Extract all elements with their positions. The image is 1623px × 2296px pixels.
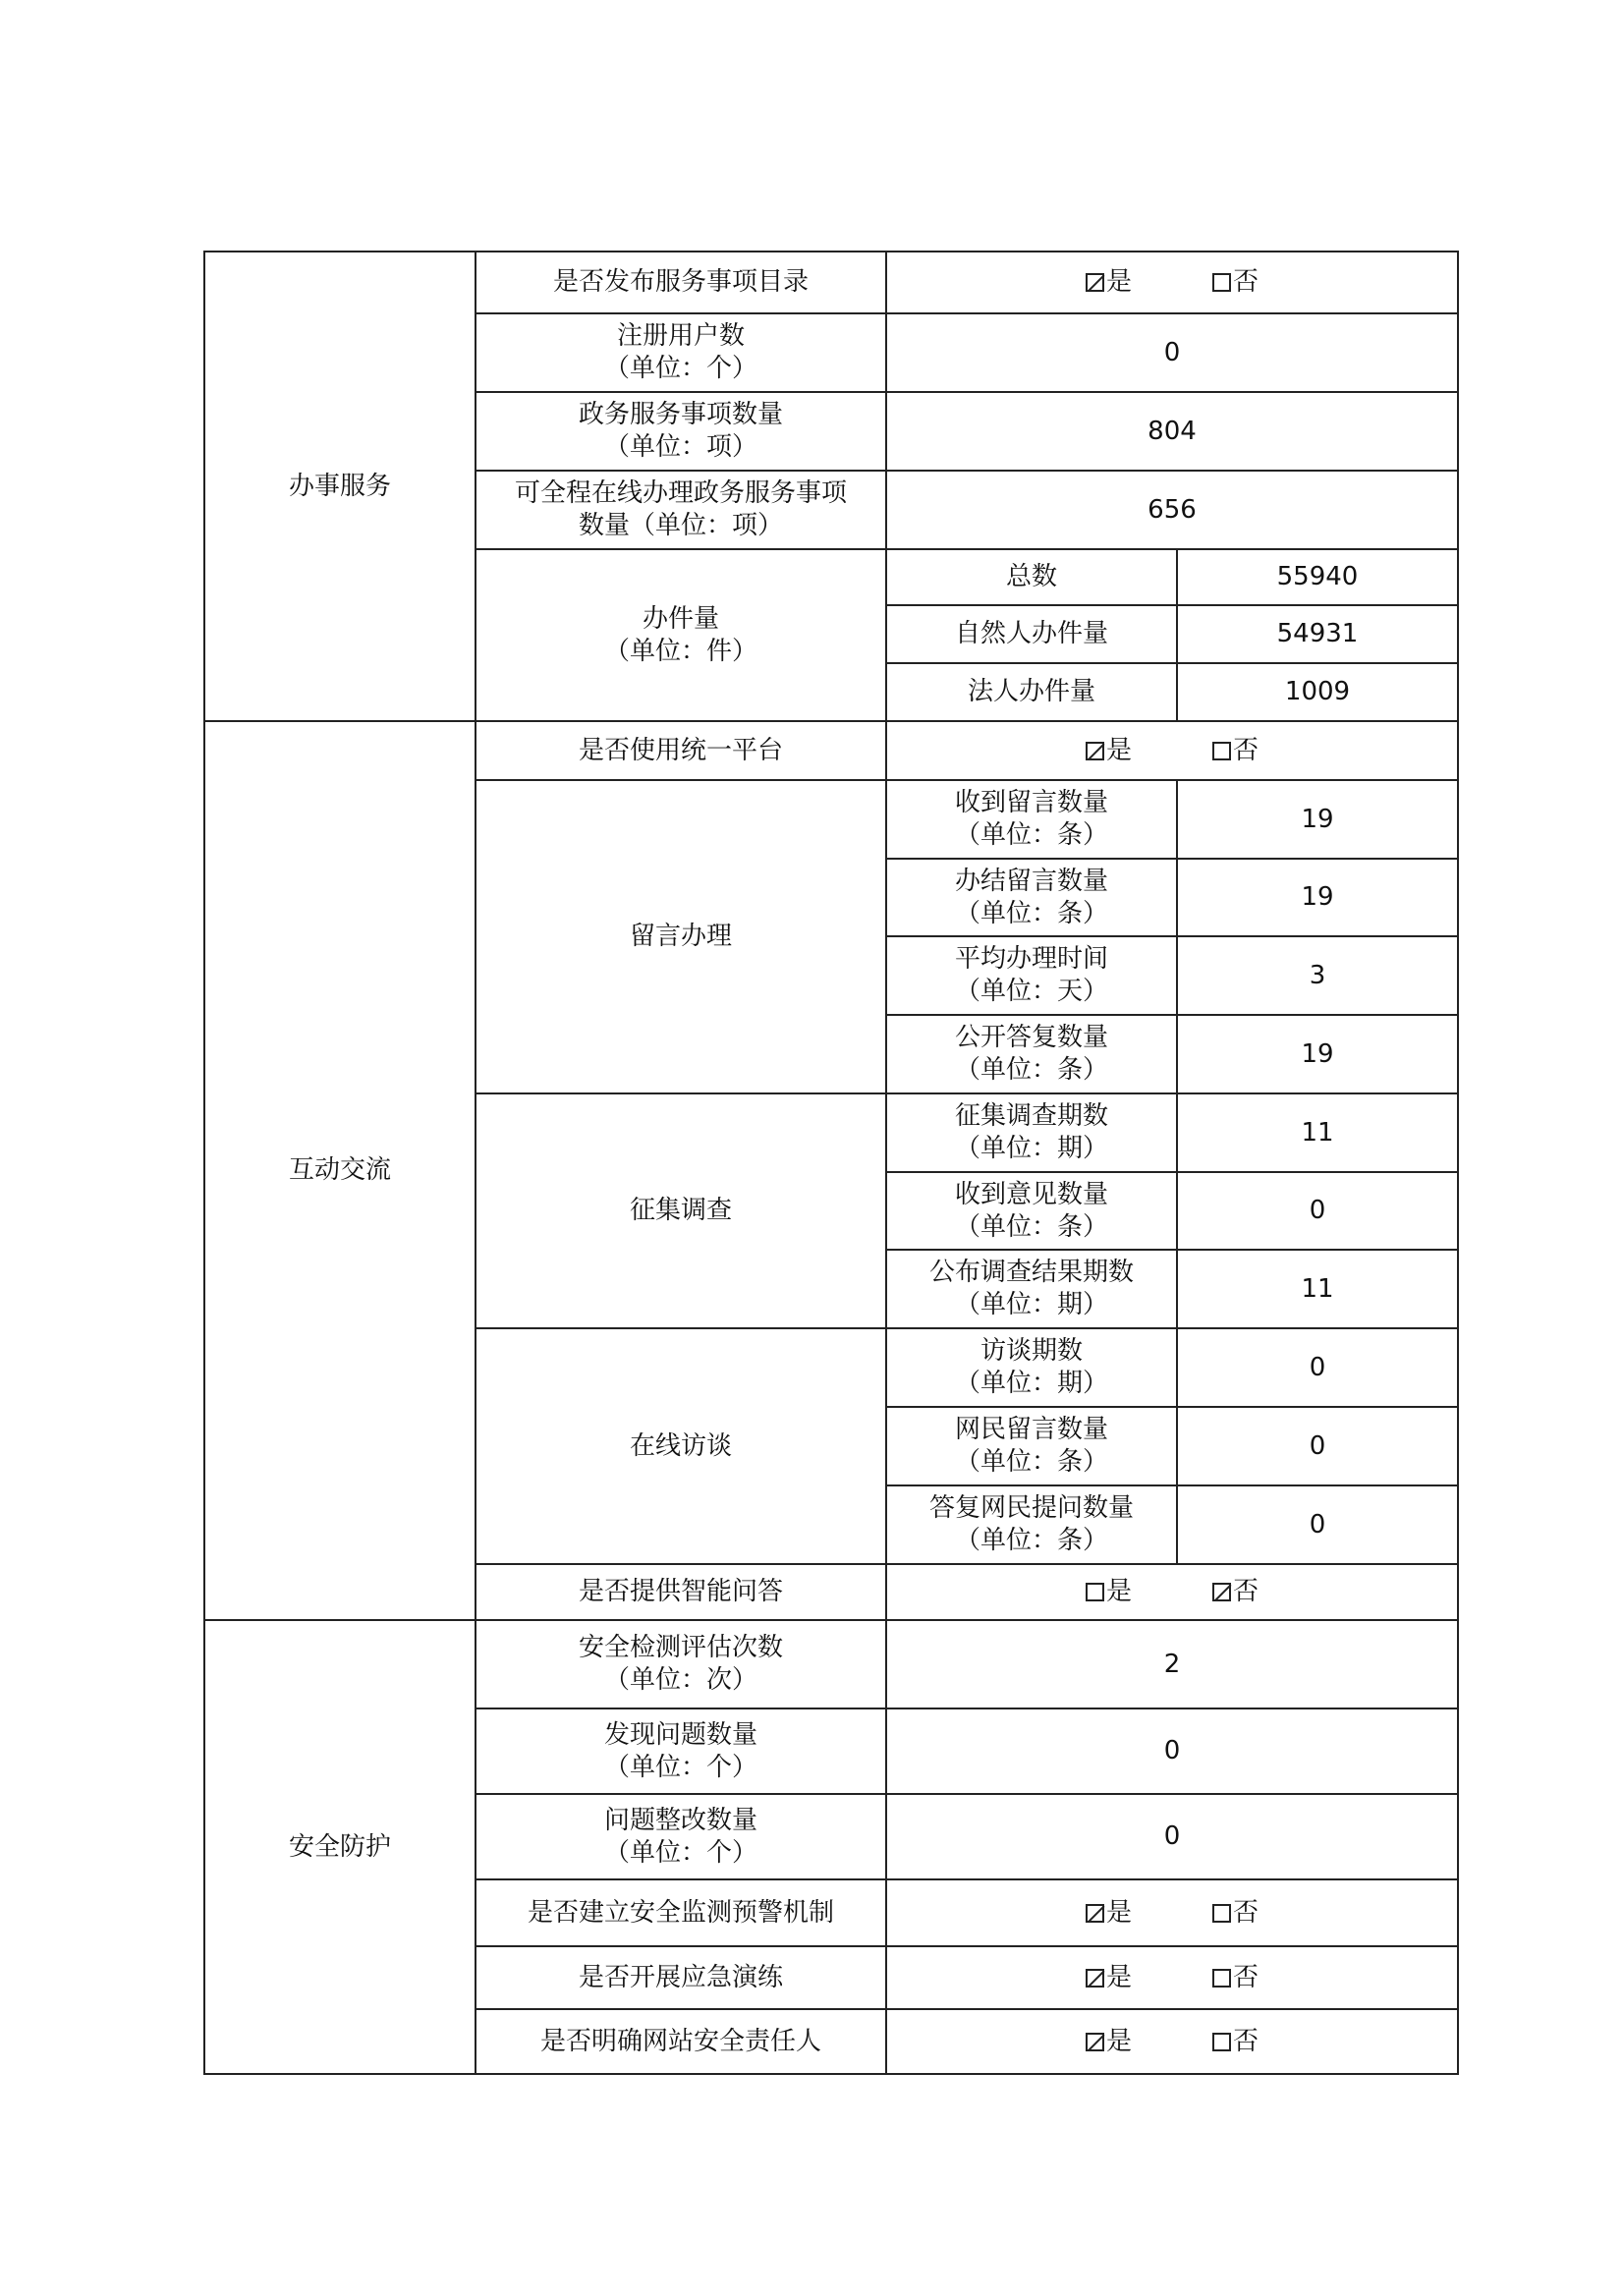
yesno-drill xyxy=(886,1946,1458,2009)
label-items: 政务服务事项数量 （单位：项） xyxy=(476,392,886,471)
checkbox-checked-icon xyxy=(1086,273,1104,292)
value-fixed: 0 xyxy=(886,1794,1458,1879)
label-platform: 是否使用统一平台 xyxy=(476,721,886,780)
sub-value: 0 xyxy=(1177,1328,1458,1407)
option-yes[interactable]: 是 xyxy=(1086,1962,1132,1994)
yesno-catalog xyxy=(886,252,1458,313)
sub-value: 19 xyxy=(1177,1015,1458,1093)
sub-label: 征集调查期数 （单位：期） xyxy=(886,1093,1177,1172)
sub-value: 55940 xyxy=(1177,549,1458,605)
checkbox-icon xyxy=(1212,1904,1231,1923)
value-items: 804 xyxy=(886,392,1458,471)
sub-value: 11 xyxy=(1177,1093,1458,1172)
label-cases: 办件量 （单位：件） xyxy=(476,549,886,721)
label-interview: 在线访谈 xyxy=(476,1328,886,1564)
sub-label: 办结留言数量 （单位：条） xyxy=(886,859,1177,936)
checkbox-checked-icon xyxy=(1086,1904,1104,1923)
label-checks: 安全检测评估次数 （单位：次） xyxy=(476,1620,886,1708)
report-table xyxy=(203,251,1459,2075)
sub-value: 11 xyxy=(1177,1250,1458,1328)
label-issues: 发现问题数量 （单位：个） xyxy=(476,1708,886,1794)
checkbox-icon xyxy=(1086,1583,1104,1601)
value-checks: 2 xyxy=(886,1620,1458,1708)
label-survey: 征集调查 xyxy=(476,1093,886,1328)
label-fixed: 问题整改数量 （单位：个） xyxy=(476,1794,886,1879)
sub-label: 总数 xyxy=(886,549,1177,605)
option-yes[interactable]: 是 xyxy=(1086,266,1132,299)
sub-label: 公布调查结果期数 （单位：期） xyxy=(886,1250,1177,1328)
sub-label: 收到意见数量 （单位：条） xyxy=(886,1172,1177,1250)
yesno-qa xyxy=(886,1564,1458,1620)
label-catalog: 是否发布服务事项目录 xyxy=(476,252,886,313)
value-online-items: 656 xyxy=(886,471,1458,549)
sub-value: 19 xyxy=(1177,859,1458,936)
yesno-owner xyxy=(886,2009,1458,2074)
category-service: 办事服务 xyxy=(204,252,476,721)
option-no[interactable]: 否 xyxy=(1212,1897,1259,1930)
sub-value: 54931 xyxy=(1177,605,1458,663)
sub-value: 1009 xyxy=(1177,663,1458,721)
checkbox-checked-icon xyxy=(1086,1969,1104,1988)
label-users: 注册用户数 （单位：个） xyxy=(476,313,886,392)
sub-value: 0 xyxy=(1177,1407,1458,1485)
sub-label: 网民留言数量 （单位：条） xyxy=(886,1407,1177,1485)
category-interaction: 互动交流 xyxy=(204,721,476,1620)
label-monitor: 是否建立安全监测预警机制 xyxy=(476,1879,886,1946)
checkbox-icon xyxy=(1212,1969,1231,1988)
option-no[interactable]: 否 xyxy=(1212,735,1259,767)
label-online-items: 可全程在线办理政务服务事项 数量（单位：项） xyxy=(476,471,886,549)
checkbox-checked-icon xyxy=(1212,1583,1231,1601)
sub-label: 收到留言数量 （单位：条） xyxy=(886,780,1177,859)
sub-label: 法人办件量 xyxy=(886,663,1177,721)
checkbox-icon xyxy=(1212,2033,1231,2051)
category-security: 安全防护 xyxy=(204,1620,476,2074)
option-yes[interactable]: 是 xyxy=(1086,1897,1132,1930)
sub-value: 0 xyxy=(1177,1485,1458,1564)
label-qa: 是否提供智能问答 xyxy=(476,1564,886,1620)
label-drill: 是否开展应急演练 xyxy=(476,1946,886,2009)
sub-label: 公开答复数量 （单位：条） xyxy=(886,1015,1177,1093)
option-yes[interactable]: 是 xyxy=(1086,1576,1132,1608)
checkbox-icon xyxy=(1212,742,1231,760)
option-no[interactable]: 否 xyxy=(1212,266,1259,299)
checkbox-icon xyxy=(1212,273,1231,292)
checkbox-checked-icon xyxy=(1086,2033,1104,2051)
option-no[interactable]: 否 xyxy=(1212,2026,1259,2058)
checkbox-checked-icon xyxy=(1086,742,1104,760)
option-yes[interactable]: 是 xyxy=(1086,735,1132,767)
sub-label: 自然人办件量 xyxy=(886,605,1177,663)
value-issues: 0 xyxy=(886,1708,1458,1794)
option-no[interactable]: 否 xyxy=(1212,1576,1259,1608)
yesno-platform xyxy=(886,721,1458,780)
sub-label: 答复网民提问数量 （单位：条） xyxy=(886,1485,1177,1564)
sub-value: 19 xyxy=(1177,780,1458,859)
option-no[interactable]: 否 xyxy=(1212,1962,1259,1994)
sub-label: 访谈期数 （单位：期） xyxy=(886,1328,1177,1407)
sub-value: 0 xyxy=(1177,1172,1458,1250)
sub-value: 3 xyxy=(1177,936,1458,1015)
option-yes[interactable]: 是 xyxy=(1086,2026,1132,2058)
yesno-monitor xyxy=(886,1879,1458,1946)
value-users: 0 xyxy=(886,313,1458,392)
label-owner: 是否明确网站安全责任人 xyxy=(476,2009,886,2074)
label-messages: 留言办理 xyxy=(476,780,886,1093)
sub-label: 平均办理时间 （单位：天） xyxy=(886,936,1177,1015)
